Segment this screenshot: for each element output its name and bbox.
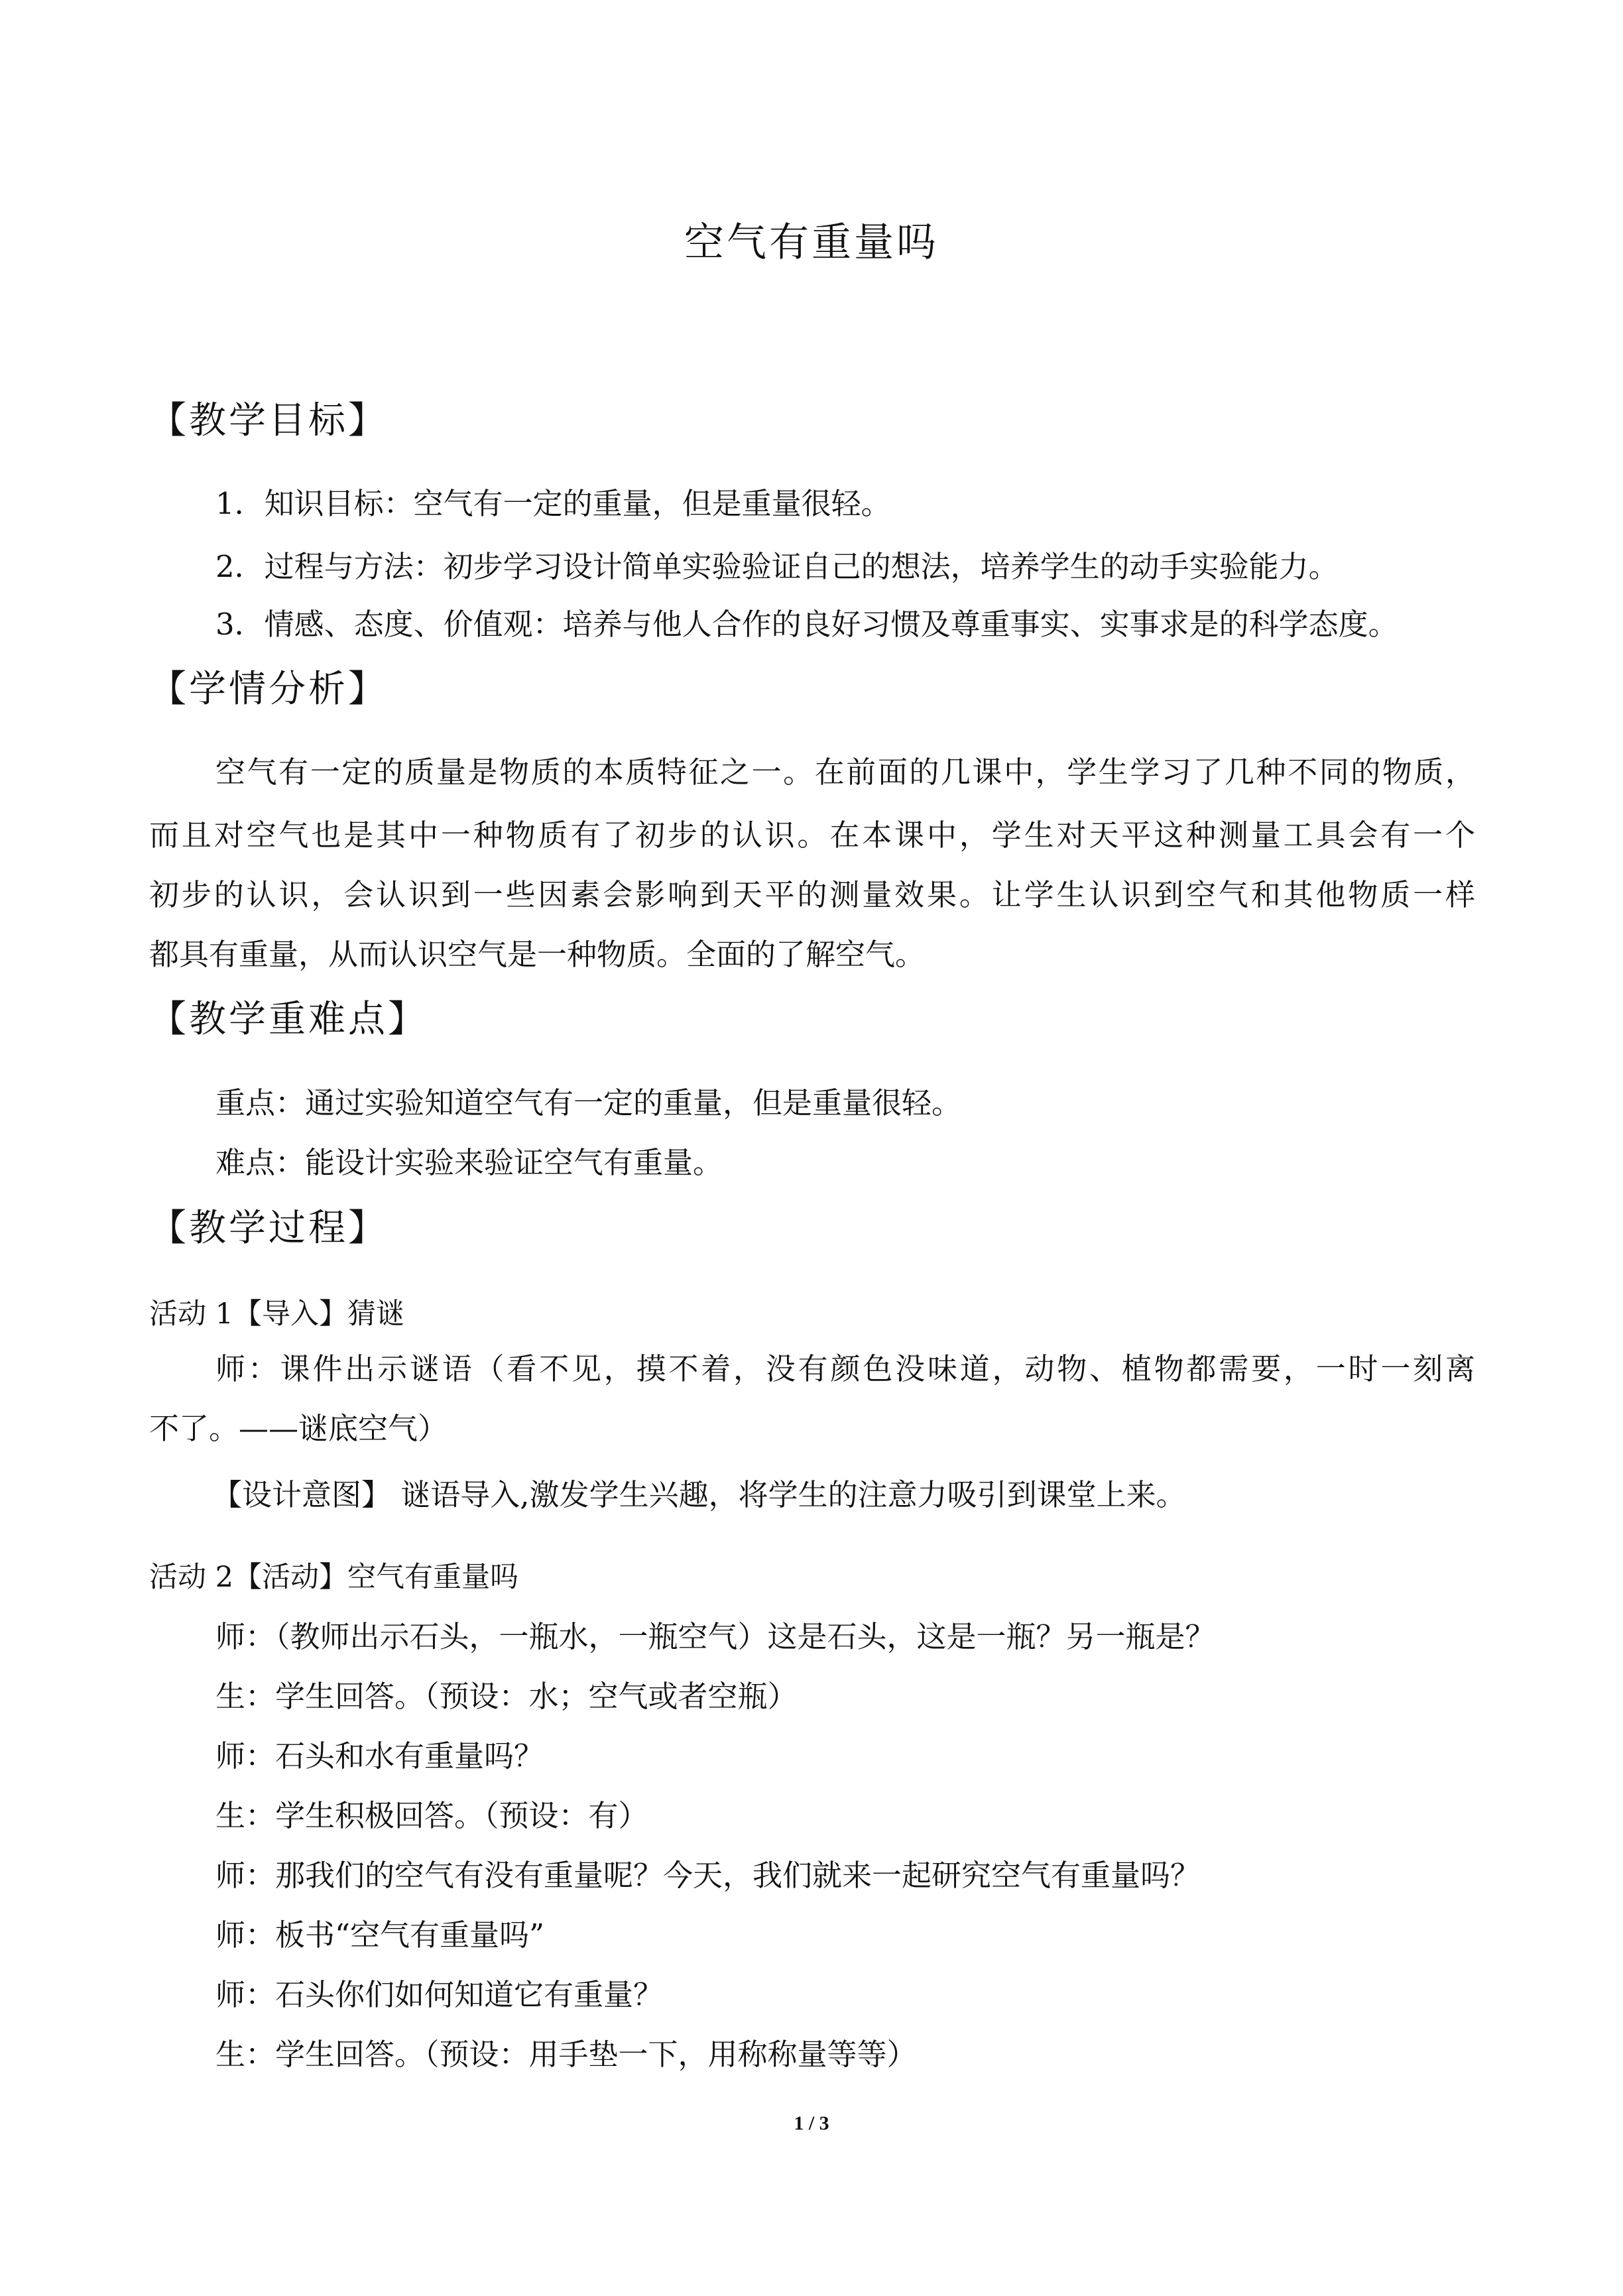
key-point-difficulty: 难点：能设计实验来验证空气有重量。 (215, 1145, 723, 1180)
activity-1-teacher-line-2: 不了。——谜底空气） (149, 1411, 448, 1446)
page-title: 空气有重量吗 (684, 219, 939, 266)
key-point-focus: 重点：通过实验知道空气有一定的重量，但是重量很轻。 (215, 1085, 962, 1120)
page-indicator: 1 / 3 (794, 2112, 829, 2134)
dialogue-line: 师：（教师出示石头，一瓶水，一瓶空气）这是石头，这是一瓶？另一瓶是？ (215, 1619, 1215, 1654)
heading-analysis: 【学情分析】 (149, 668, 388, 711)
analysis-line-4: 都具有重量，从而认识空气是一种物质。全面的了解空气。 (149, 937, 926, 972)
heading-goals: 【教学目标】 (149, 399, 388, 442)
dialogue-line: 师：石头你们如何知道它有重量？ (215, 1977, 664, 2012)
goal-item-1: 1．知识目标：空气有一定的重量，但是重量很轻。 (215, 486, 891, 521)
dialogue-line: 生：学生回答。（预设：水；空气或者空瓶） (215, 1679, 798, 1714)
analysis-line-3: 初步的认识，会认识到一些因素会影响到天平的测量效果。让学生认识到空气和其他物质一样 (149, 877, 1475, 912)
heading-key-points: 【教学重难点】 (149, 998, 428, 1041)
activity-1-title: 活动 1【导入】猜谜 (149, 1298, 405, 1331)
dialogue-line: 师：板书“空气有重量吗” (215, 1917, 545, 1953)
heading-process: 【教学过程】 (149, 1207, 388, 1250)
dialogue-line: 师：石头和水有重量吗？ (215, 1738, 544, 1774)
activity-1-teacher-line-1: 师：课件出示谜语（看不见，摸不着，没有颜色没味道，动物、植物都需要，一时一刻离 (215, 1351, 1475, 1386)
activity-2-title: 活动 2【活动】空气有重量吗 (149, 1561, 519, 1594)
dialogue-line: 师：那我们的空气有没有重量呢？今天，我们就来一起研究空气有重量吗？ (215, 1858, 1201, 1893)
goal-item-2: 2．过程与方法：初步学习设计简单实验验证自己的想法，培养学生的动手实验能力。 (215, 549, 1339, 584)
analysis-line-2: 而且对空气也是其中一种物质有了初步的认识。在本课中，学生对天平这种测量工具会有一个 (149, 817, 1475, 853)
goal-item-3: 3．情感、态度、价值观：培养与他人合作的良好习惯及尊重事实、实事求是的科学态度。 (215, 607, 1398, 642)
activity-1-design-intent: 【设计意图】 谜语导入,激发学生兴趣，将学生的注意力吸引到课堂上来。 (212, 1477, 1186, 1512)
analysis-line-1: 空气有一定的质量是物质的本质特征之一。在前面的几课中，学生学习了几种不同的物质， (215, 755, 1475, 790)
dialogue-line: 生：学生回答。（预设：用手垫一下，用称称量等等） (215, 2037, 917, 2072)
dialogue-line: 生：学生积极回答。（预设：有） (215, 1798, 648, 1833)
